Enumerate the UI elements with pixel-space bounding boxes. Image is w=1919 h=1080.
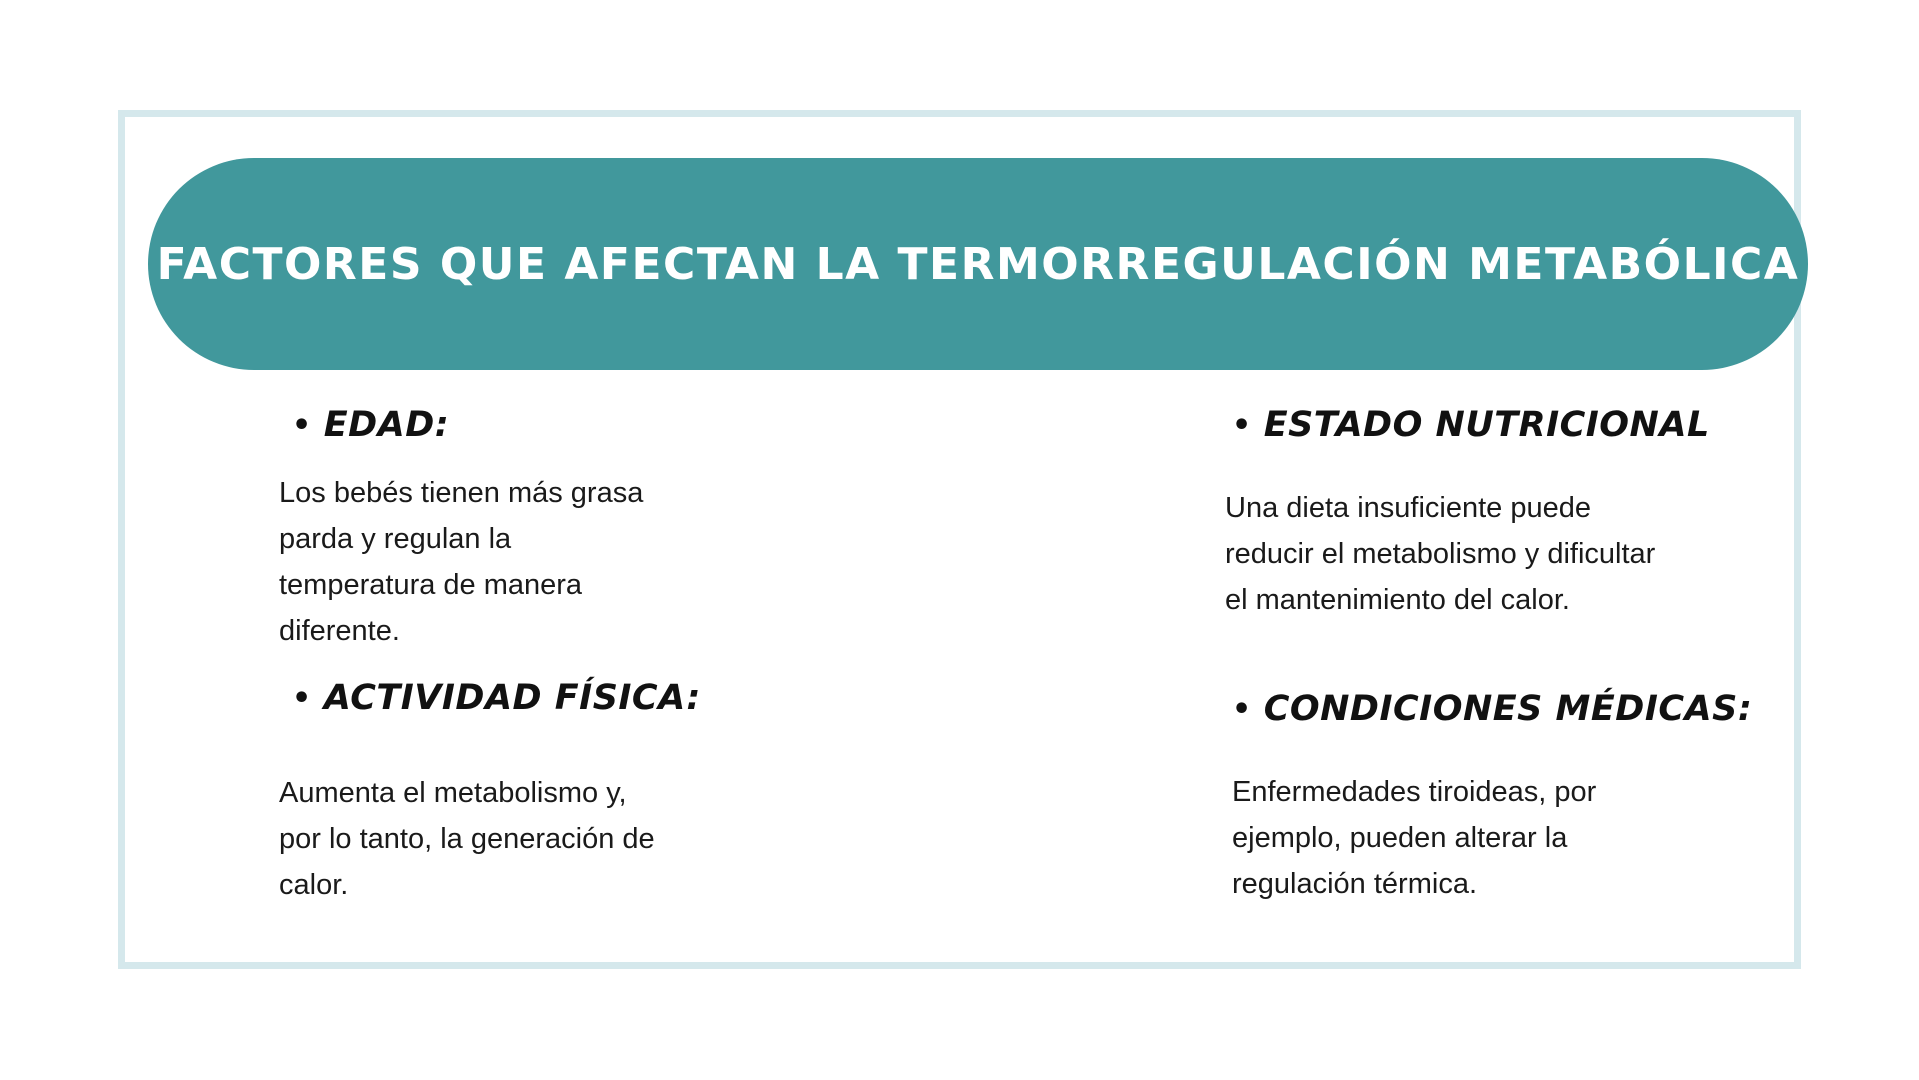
factor-text-estado-nutricional: Una dieta insuficiente puede reducir el metabolismo y dificultar el mantenimiento del calor. <box>1225 492 1656 616</box>
page-title: FACTORES QUE AFECTAN LA TERMORREGULACIÓN METABÓLICA <box>156 238 1800 290</box>
bullet-icon: • <box>292 407 312 443</box>
bullet-icon: • <box>1232 691 1252 727</box>
factor-text-actividad-fisica: Aumenta el metabolismo y, por lo tanto, la generación de calor. <box>279 777 655 901</box>
factor-heading-label: CONDICIONES MÉDICAS: <box>1263 689 1753 729</box>
factor-heading-condiciones-medicas <box>1232 689 1752 729</box>
factor-heading-actividad-fisica <box>292 678 701 718</box>
factor-heading-edad <box>292 405 449 445</box>
factor-heading-label: ACTIVIDAD FÍSICA: <box>323 678 701 718</box>
factor-text-edad: Los bebés tienen más grasa parda y regulan la temperatura de manera diferente. <box>279 477 644 647</box>
factor-heading-label: EDAD: <box>323 405 450 445</box>
factor-heading-label: ESTADO NUTRICIONAL <box>1263 405 1710 445</box>
bullet-icon: • <box>1232 407 1252 443</box>
factor-text-condiciones-medicas: Enfermedades tiroideas, por ejemplo, pueden alterar la regulación térmica. <box>1232 776 1597 900</box>
factor-heading-estado-nutricional <box>1232 405 1710 445</box>
bullet-icon: • <box>292 680 312 716</box>
title-banner <box>148 158 1808 370</box>
